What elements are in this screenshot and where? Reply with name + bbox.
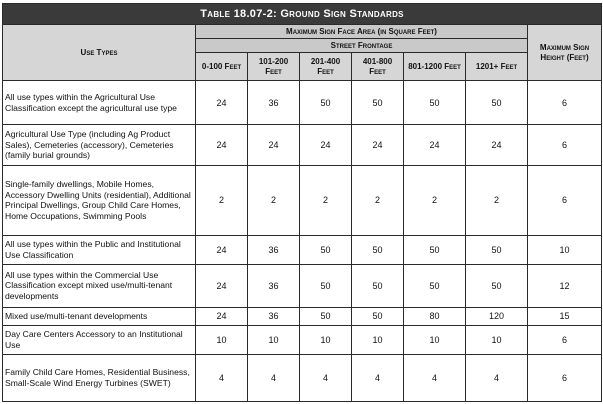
- height-value-cell: 6: [528, 165, 602, 235]
- area-value-cell: 50: [352, 81, 404, 125]
- max-area-header: Maximum Sign Face Area (in Square Feet): [196, 25, 528, 39]
- area-value-cell: 24: [196, 264, 248, 307]
- area-value-cell: 24: [404, 125, 466, 166]
- area-value-cell: 120: [466, 307, 528, 325]
- area-value-cell: 50: [404, 264, 466, 307]
- area-value-cell: 10: [196, 325, 248, 354]
- use-type-cell: All use types within the Public and Institutional Use Classification: [3, 235, 196, 264]
- area-value-cell: 24: [196, 125, 248, 166]
- area-value-cell: 4: [196, 354, 248, 401]
- area-value-cell: 50: [300, 81, 352, 125]
- table-row: [3, 325, 602, 354]
- area-value-cell: 10: [352, 325, 404, 354]
- height-value-cell: 6: [528, 325, 602, 354]
- area-value-cell: 10: [300, 325, 352, 354]
- area-value-cell: 24: [196, 235, 248, 264]
- use-types-header: Use Types: [3, 25, 196, 81]
- frontage-range-header: 0-100 Feet: [196, 53, 248, 81]
- use-type-cell: Agricultural Use Type (including Ag Product Sales), Cemeteries (accessory), Cemeteries (family burial grounds): [3, 125, 196, 166]
- table-row: [3, 264, 602, 307]
- area-value-cell: 50: [466, 235, 528, 264]
- frontage-range-header: 101-200 Feet: [248, 53, 300, 81]
- height-value-cell: 15: [528, 307, 602, 325]
- area-value-cell: 36: [248, 307, 300, 325]
- area-value-cell: 2: [466, 165, 528, 235]
- area-value-cell: 2: [196, 165, 248, 235]
- area-value-cell: 50: [466, 264, 528, 307]
- area-value-cell: 4: [352, 354, 404, 401]
- area-value-cell: 4: [404, 354, 466, 401]
- area-value-cell: 24: [196, 81, 248, 125]
- area-value-cell: 24: [466, 125, 528, 166]
- use-type-cell: All use types within the Commercial Use Classification except mixed use/multi-tenant developments: [3, 264, 196, 307]
- table-row: [3, 307, 602, 325]
- use-type-cell: Family Child Care Homes, Residential Business, Small-Scale Wind Energy Turbines (SWET): [3, 354, 196, 401]
- table-row: [3, 165, 602, 235]
- area-value-cell: 4: [300, 354, 352, 401]
- max-height-header: Maximum Sign Height (Feet): [528, 25, 602, 81]
- area-value-cell: 80: [404, 307, 466, 325]
- area-value-cell: 10: [248, 325, 300, 354]
- area-value-cell: 50: [404, 235, 466, 264]
- frontage-range-header: 201-400 Feet: [300, 53, 352, 81]
- use-type-cell: All use types within the Agricultural Use Classification except the agricultural use type: [3, 81, 196, 125]
- frontage-range-header: 801-1200 Feet: [404, 53, 466, 81]
- table-row: [3, 81, 602, 125]
- table-title: Table 18.07-2: Ground Sign Standards: [3, 4, 602, 25]
- use-type-cell: Mixed use/multi-tenant developments: [3, 307, 196, 325]
- table-row: [3, 235, 602, 264]
- area-value-cell: 2: [300, 165, 352, 235]
- area-value-cell: 2: [352, 165, 404, 235]
- area-value-cell: 2: [404, 165, 466, 235]
- use-type-cell: Single-family dwellings, Mobile Homes, Accessory Dwelling Units (residential), Additional Principal Dwellings, Group Child Care Homes, Home Occupations, Swimming Pools: [3, 165, 196, 235]
- area-value-cell: 24: [352, 125, 404, 166]
- area-value-cell: 2: [248, 165, 300, 235]
- area-value-cell: 10: [466, 325, 528, 354]
- height-value-cell: 6: [528, 354, 602, 401]
- frontage-range-header: 401-800 Feet: [352, 53, 404, 81]
- use-type-cell: Day Care Centers Accessory to an Institutional Use: [3, 325, 196, 354]
- height-value-cell: 10: [528, 235, 602, 264]
- area-value-cell: 10: [404, 325, 466, 354]
- height-value-cell: 12: [528, 264, 602, 307]
- area-value-cell: 36: [248, 81, 300, 125]
- area-value-cell: 50: [300, 264, 352, 307]
- table-row: [3, 354, 602, 401]
- area-value-cell: 4: [466, 354, 528, 401]
- height-value-cell: 6: [528, 125, 602, 166]
- frontage-range-header: 1201+ Feet: [466, 53, 528, 81]
- area-value-cell: 24: [248, 125, 300, 166]
- street-frontage-header: Street Frontage: [196, 39, 528, 53]
- area-value-cell: 36: [248, 264, 300, 307]
- area-value-cell: 4: [248, 354, 300, 401]
- area-value-cell: 50: [404, 81, 466, 125]
- area-value-cell: 50: [352, 264, 404, 307]
- table-row: [3, 125, 602, 166]
- ground-sign-standards-table: [2, 3, 602, 402]
- area-value-cell: 36: [248, 235, 300, 264]
- area-value-cell: 24: [300, 125, 352, 166]
- area-value-cell: 24: [196, 307, 248, 325]
- area-value-cell: 50: [352, 307, 404, 325]
- area-value-cell: 50: [466, 81, 528, 125]
- area-value-cell: 50: [352, 235, 404, 264]
- height-value-cell: 6: [528, 81, 602, 125]
- area-value-cell: 50: [300, 307, 352, 325]
- area-value-cell: 50: [300, 235, 352, 264]
